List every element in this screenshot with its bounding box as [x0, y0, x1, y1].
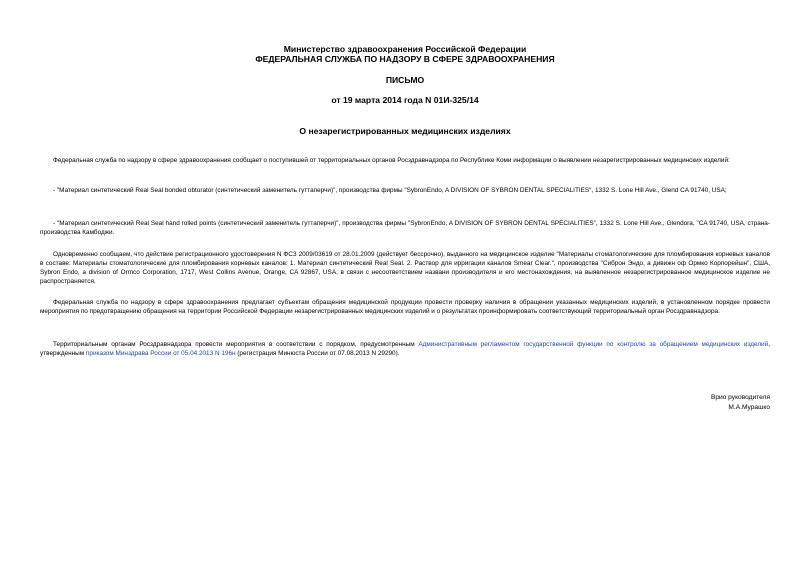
document-subject: О незарегистрированных медицинских изделиях [299, 126, 511, 136]
document-date: от 19 марта 2014 года N 01И-325/14 [331, 95, 479, 105]
ministry-name: Министерство здравоохранения Российской Федерации [283, 44, 527, 54]
instruction-text-end: (регистрация Минюста России от 07.08.2013 N 29290). [235, 350, 400, 357]
paragraph-instruction [40, 340, 770, 358]
paragraph-item-1: - "Материал синтетический Real Seal bonded obturator (синтетический заменитель гуттаперчи)", производства фирмы "SybronEndo, A DIVISION OF SYBRON DENTAL SPECIALITIES", 1332 S. Lone Hill Ave., Glend CA 91740, USA; [53, 187, 727, 194]
paragraph-item-2: - "Материал синтетический Real Seal hand rolled points (синтетический заменитель гуттаперчи)", производства фирмы "SybronEndo, A DIVISION OF SYBRON DENTAL SPECIALITIES", 1332 S. Lone Hill Ave., Glendora, "CA 91740, USA, страна-производства Камбоджи. [40, 220, 770, 236]
signature-position: Врио руководителя [710, 394, 770, 401]
paragraph-intro: Федеральная служба по надзору в сфере здравоохранения сообщает о поступившей от территориальных органов Росздравнадзора по Республике Коми информации о выявлении незарегистрированных медицинских изделий: [53, 157, 730, 164]
paragraph-proposal: Федеральная служба по надзору в сфере здравоохранения предлагает субъектам обращения медицинской продукции провести проверку наличия в обращении указанных медицинских изделий, в установленном порядке провести мероприятия по предотвращению обращения на территории Российской Федерации незарегистрированных медицинских изделий и о результатах проинформировать соответствующий территориальный орган Росздравнадзора. [40, 299, 770, 315]
service-name: ФЕДЕРАЛЬНАЯ СЛУЖБА ПО НАДЗОРУ В СФЕРЕ ЗДРАВООХРАНЕНИЯ [255, 54, 555, 64]
paragraph-registration: Одновременно сообщаем, что действие регистрационного удостоверения N ФСЗ 2009/03619 от 28.01.2009 (действует бессрочно), выданного на медицинское изделие "Материалы стоматологические для пломбирования корневых каналов в составе: Материалы стоматологические для пломбирования корневых каналов: 1. Материал синтетический Real Seal. 2. Раствор для ирригации каналов Smear Clear.", производства "Сиброн Эндо, а дивижн оф Ормко Корпорейшн", США, Sybron Endo, a division of Ormco Corporation, 1717, West Collins Avenue, Orange, CA 92867, USA, в связи с несоответствием названи производителя и его местонахождения, на выявленное незарегистрированное медицинское изделие не распространяется. [40, 251, 770, 285]
instruction-text-middle: , утвержденным [40, 341, 770, 357]
instruction-text-start: Территориальным органам Росздравнадзора провести мероприятия в соответствии с порядком, предусмотренным [53, 341, 419, 348]
order-link[interactable]: приказом Минздрава России от 05.04.2013 N 196н [85, 350, 236, 357]
regulation-link[interactable]: Административным регламентом государственной функции по контролю за обращением медицинских изделий [418, 341, 769, 348]
signature-name: М.А.Мурашко [728, 404, 770, 411]
document-type: ПИСЬМО [385, 75, 425, 85]
